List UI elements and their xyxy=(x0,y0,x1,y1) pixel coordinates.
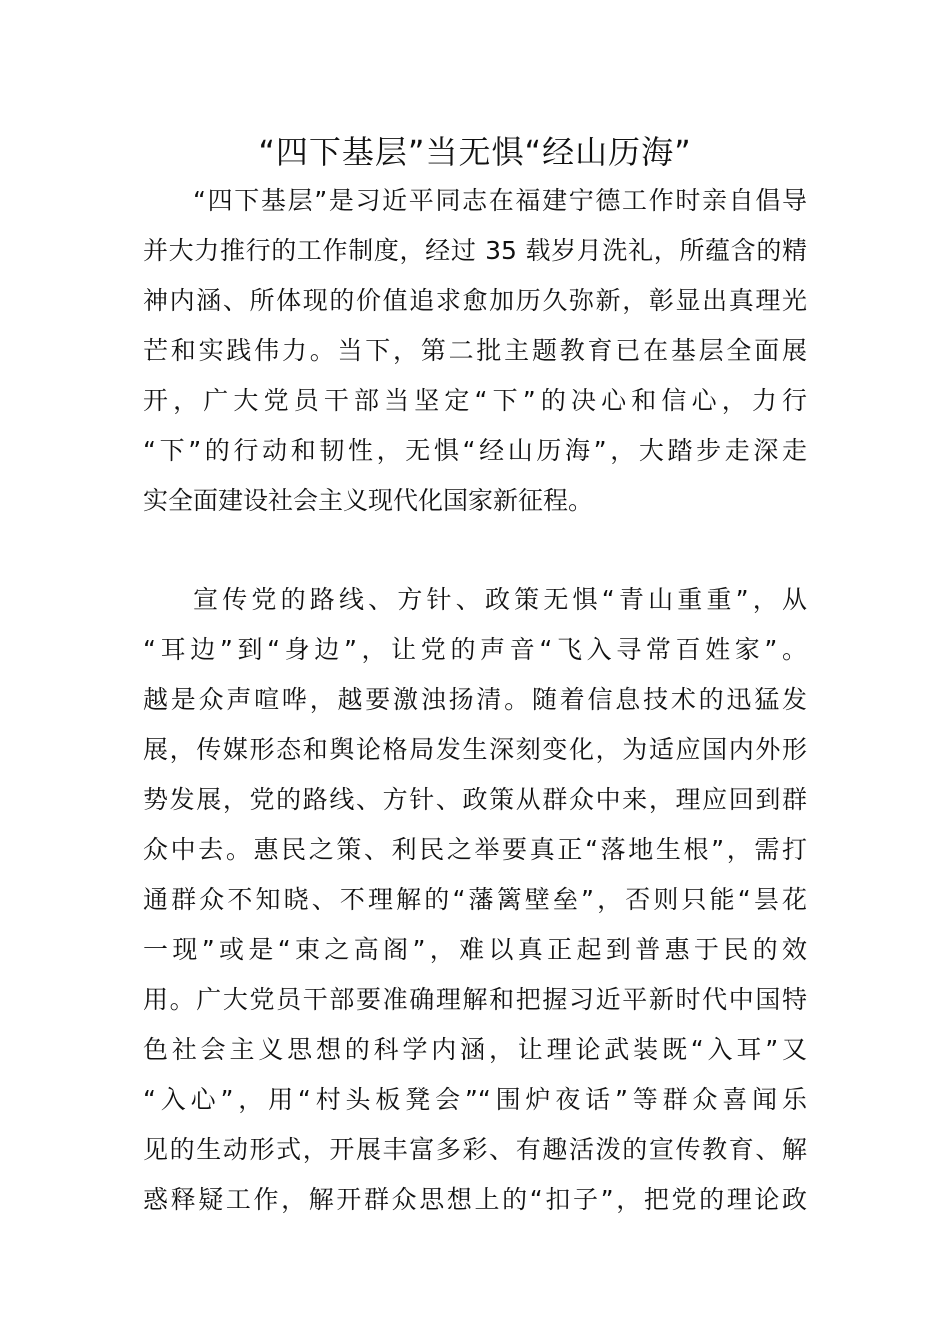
paragraph-2-line-10: 色社会主义思想的科学内涵，让理论武装既“入耳”又 xyxy=(143,1035,807,1064)
paragraph-2-line-12: 见的生动形式，开展丰富多彩、有趣活泼的宣传教育、解 xyxy=(143,1135,807,1164)
paragraph-2-line-11: “入心”，用“村头板凳会”“围炉夜话”等群众喜闻乐 xyxy=(143,1085,807,1114)
paragraph-2-line-3: 越是众声喧哗，越要激浊扬清。随着信息技术的迅猛发 xyxy=(143,685,807,714)
paragraph-2 xyxy=(143,575,807,1225)
paragraph-2-line-13: 惑释疑工作，解开群众思想上的“扣子”，把党的理论政 xyxy=(143,1185,807,1214)
paragraph-1-line-1: “四下基层”是习近平同志在福建宁德工作时亲自倡导 xyxy=(193,186,807,215)
paragraph-2-line-6: 众中去。惠民之策、利民之举要真正“落地生根”，需打 xyxy=(143,835,807,864)
paragraph-2-line-1: 宣传党的路线、方针、政策无惧“青山重重”，从 xyxy=(193,585,807,614)
paragraph-1-line-2: 并大力推行的工作制度，经过 35 载岁月洗礼，所蕴含的精 xyxy=(143,236,807,265)
paragraph-2-line-2: “耳边”到“身边”，让党的声音“飞入寻常百姓家”。 xyxy=(143,635,807,664)
document-title: “四下基层”当无惧“经山历海” xyxy=(258,133,692,171)
paragraph-2-line-4: 展，传媒形态和舆论格局发生深刻变化，为适应国内外形 xyxy=(143,735,807,764)
paragraph-1-line-3: 神内涵、所体现的价值追求愈加历久弥新，彰显出真理光 xyxy=(143,286,807,315)
paragraph-1-line-7: 实全面建设社会主义现代化国家新征程。 xyxy=(143,486,594,515)
paragraph-2-line-7: 通群众不知晓、不理解的“藩篱壁垒”，否则只能“昙花 xyxy=(143,885,807,914)
paragraph-1 xyxy=(143,176,807,526)
paragraph-2-line-5: 势发展，党的路线、方针、政策从群众中来，理应回到群 xyxy=(143,785,807,814)
paragraph-2-line-9: 用。广大党员干部要准确理解和把握习近平新时代中国特 xyxy=(143,985,807,1014)
paragraph-1-line-6: “下”的行动和韧性，无惧“经山历海”，大踏步走深走 xyxy=(143,436,807,465)
paragraph-1-line-5: 开，广大党员干部当坚定“下”的决心和信心，力行 xyxy=(143,386,807,415)
paragraph-2-line-8: 一现”或是“束之高阁”，难以真正起到普惠于民的效 xyxy=(143,935,807,964)
paragraph-1-line-4: 芒和实践伟力。当下，第二批主题教育已在基层全面展 xyxy=(143,336,807,365)
